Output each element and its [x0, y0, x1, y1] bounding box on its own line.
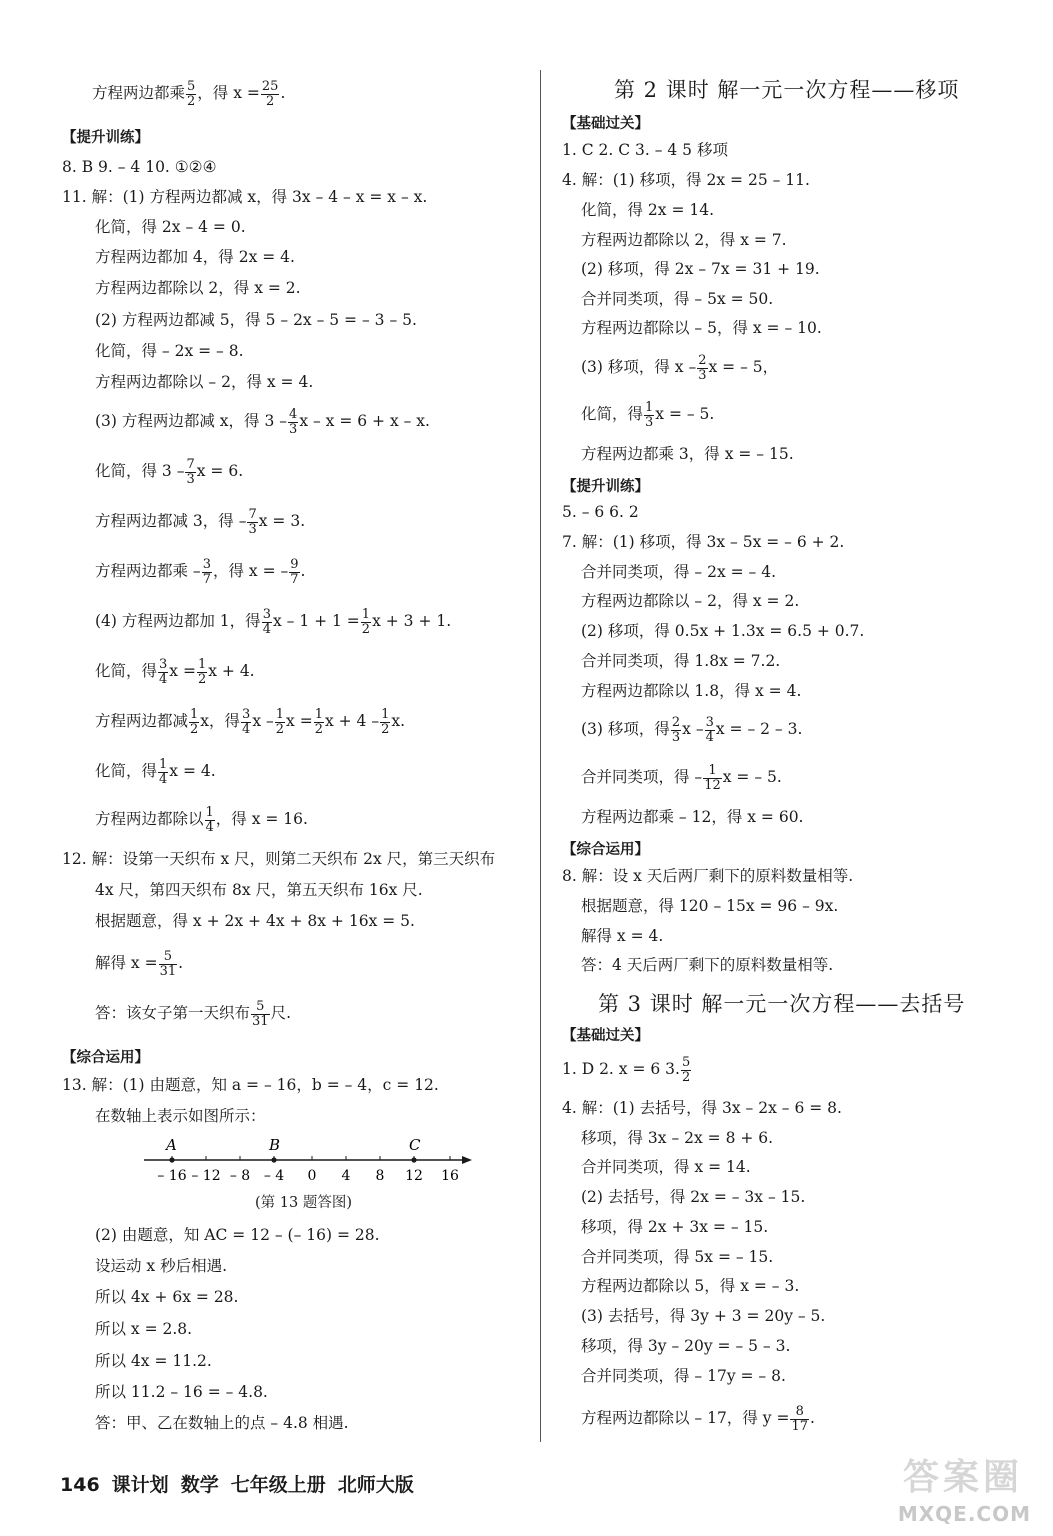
tick-label: 16 — [441, 1168, 459, 1184]
fraction: $\frac{1}{4}$ — [159, 757, 168, 787]
answer-line: (3) 方程两边都减 x，得 3 – $\frac{4}{3}$ x – x = 6 + x – x. — [95, 407, 430, 437]
fraction: $\frac{1}{2}$ — [275, 707, 285, 737]
fraction: $\frac{1}{12}$ — [704, 763, 721, 793]
answer-line: 方程两边都除以 – 17，得 y = $\frac{8}{17}$ . — [581, 1404, 815, 1434]
answer-line: 7. 解：(1) 移项，得 3x – 5x = – 6 + 2. — [562, 533, 845, 551]
fraction: $\frac{3}{4}$ — [262, 607, 271, 637]
answer-line: 根据题意，得 120 – 15x = 96 – 9x. — [581, 897, 839, 915]
answer-line: 移项，得 2x + 3x = – 15. — [581, 1218, 769, 1236]
fraction: $\frac{5}{2}$ — [187, 79, 196, 109]
fraction: $\frac{2}{3}$ — [698, 353, 707, 383]
subject: 数学 — [180, 1474, 219, 1496]
answer-line: (4) 方程两边都加 1，得 $\frac{3}{4}$ x – 1 + 1 = $\frac{1}{2}$ x + 3 + 1. — [95, 607, 452, 637]
fraction: $\frac{7}{3}$ — [248, 507, 257, 537]
answer-line: 移项，得 3y – 20y = – 5 – 3. — [581, 1337, 791, 1355]
watermark-logo: 答案圈 — [902, 1457, 1023, 1498]
answer-line: (3) 去括号，得 3y + 3 = 20y – 5. — [581, 1307, 826, 1325]
answer-line: 所以 4x = 11.2. — [95, 1352, 212, 1370]
answer-line: 化简，得 $\frac{1}{3}$ x = – 5. — [581, 400, 715, 430]
answer-line: 4x 尺，第四天织布 8x 尺，第五天织布 16x 尺. — [95, 881, 423, 899]
lesson-title: 第 2 课时 解一元一次方程——移项 — [614, 78, 960, 102]
fraction: $\frac{3}{7}$ — [202, 557, 211, 587]
answer-line: 方程两边都除以 2，得 x = 2. — [95, 279, 301, 297]
fraction: $\frac{8}{17}$ — [791, 1404, 808, 1434]
fraction: $\frac{1}{3}$ — [645, 400, 654, 430]
point-a-label: A — [166, 1136, 177, 1154]
page-footer — [60, 1470, 426, 1497]
answer-line: 设运动 x 秒后相遇. — [95, 1257, 228, 1275]
tick-label: 0 — [307, 1168, 317, 1184]
fraction: $\frac{7}{3}$ — [186, 457, 195, 487]
answer-line: 合并同类项，得 x = 14. — [581, 1158, 751, 1176]
fraction: $\frac{5}{31}$ — [159, 949, 177, 979]
answer-line: 方程两边都加 4，得 2x = 4. — [95, 248, 295, 266]
tick-label: 4 — [341, 1168, 351, 1184]
answer-line: 所以 11.2 – 16 = – 4.8. — [95, 1383, 268, 1401]
point-a — [169, 1157, 174, 1162]
answer-line: 方程两边都乘 $\frac{5}{2}$ ，得 x = $\frac{25}{2}$ . — [92, 79, 286, 109]
point-b-label: B — [269, 1136, 281, 1154]
section-heading: 【基础过关】 — [562, 1028, 649, 1044]
answer-line: 化简，得 2x = 14. — [581, 201, 715, 219]
point-c — [411, 1157, 416, 1162]
answer-line: 方程两边都除以 1.8，得 x = 4. — [581, 682, 802, 700]
answer-line: 化简，得 – 2x = – 8. — [95, 342, 244, 360]
answer-line: 合并同类项，得 – $\frac{1}{12}$ x = – 5. — [581, 763, 782, 793]
answer-line: 化简，得 3 – $\frac{7}{3}$ x = 6. — [95, 457, 244, 487]
answer-line: 移项，得 3x – 2x = 8 + 6. — [581, 1129, 774, 1147]
answer-line: 11. 解：(1) 方程两边都减 x，得 3x – 4 – x = x – x. — [62, 188, 428, 206]
section-heading: 【综合运用】 — [562, 842, 649, 858]
answer-line: 方程两边都除以 2，得 x = 7. — [581, 231, 787, 249]
answer-line: 合并同类项，得 – 2x = – 4. — [581, 563, 777, 581]
answer-line: (2) 移项，得 0.5x + 1.3x = 6.5 + 0.7. — [581, 622, 865, 640]
answer-line: 解得 x = 4. — [581, 927, 664, 945]
answer-line: 化简，得 $\frac{3}{4}$ x = $\frac{1}{2}$ x + 4. — [95, 657, 255, 687]
section-heading: 【提升训练】 — [562, 479, 649, 495]
tick-label: – 16 — [157, 1168, 187, 1184]
section-heading: 【综合运用】 — [62, 1050, 149, 1066]
answer-line: 13. 解：(1) 由题意，知 a = – 16，b = – 4，c = 12. — [62, 1076, 439, 1094]
fraction: $\frac{25}{2}$ — [261, 79, 279, 109]
tick-labels — [157, 1168, 459, 1184]
answer-line: 合并同类项，得 5x = – 15. — [581, 1248, 774, 1266]
answer-line: 4. 解：(1) 移项，得 2x = 25 – 11. — [562, 171, 810, 189]
answer-line: 解得 x = $\frac{5}{31}$ . — [95, 949, 184, 979]
fraction: $\frac{1}{2}$ — [361, 607, 371, 637]
answer-line: 方程两边都除以 – 2，得 x = 4. — [95, 373, 314, 391]
answer-line: (3) 移项，得 x – $\frac{2}{3}$ x = – 5， — [581, 353, 779, 383]
answer-line: 1. D 2. x = 6 3. $\frac{5}{2}$ — [562, 1055, 691, 1085]
point-c-label: C — [409, 1136, 421, 1154]
tick-label: – 12 — [191, 1168, 221, 1184]
fraction: $\frac{3}{4}$ — [705, 715, 714, 745]
fraction: $\frac{5}{2}$ — [681, 1055, 691, 1085]
watermark-url: MXQE.COM — [897, 1502, 1031, 1526]
answer-line: 方程两边都除以 – 2，得 x = 2. — [581, 592, 800, 610]
figure-caption: (第 13 题答图) — [255, 1195, 352, 1211]
answer-line: (2) 由题意，知 AC = 12 – (– 16) = 28. — [95, 1226, 380, 1244]
section-heading: 【提升训练】 — [62, 130, 149, 146]
number-line-figure — [140, 1136, 480, 1186]
fraction: $\frac{1}{2}$ — [381, 707, 390, 737]
section-heading: 【基础过关】 — [562, 116, 649, 132]
answer-line: 1. C 2. C 3. – 4 5 移项 — [562, 141, 728, 159]
answer-line: 答：4 天后两厂剩下的原料数量相等. — [581, 956, 834, 974]
answer-line: (2) 去括号，得 2x = – 3x – 15. — [581, 1188, 806, 1206]
answer-line: 方程两边都除以 – 5，得 x = – 10. — [581, 319, 822, 337]
answer-line: 化简，得 $\frac{1}{4}$ x = 4. — [95, 757, 216, 787]
answer-line: 所以 4x + 6x = 28. — [95, 1288, 239, 1306]
fraction: $\frac{1}{2}$ — [190, 707, 199, 737]
answer-line: 方程两边都乘 – 12，得 x = 60. — [581, 808, 804, 826]
answer-line: 化简，得 2x – 4 = 0. — [95, 218, 246, 236]
tick-label: – 8 — [229, 1168, 251, 1184]
answer-line: (3) 移项，得 $\frac{2}{3}$ x – $\frac{3}{4}$ x = – 2 – 3. — [581, 715, 803, 745]
lesson-title: 第 3 课时 解一元一次方程——去括号 — [598, 992, 966, 1016]
column-divider — [540, 70, 541, 1442]
answer-line: 合并同类项，得 – 17y = – 8. — [581, 1367, 786, 1385]
answer-line: 合并同类项，得 1.8x = 7.2. — [581, 652, 781, 670]
answer-line: (2) 移项，得 2x – 7x = 31 + 19. — [581, 260, 820, 278]
fraction: $\frac{5}{31}$ — [252, 999, 269, 1029]
answer-line: 合并同类项，得 – 5x = 50. — [581, 290, 774, 308]
fraction: $\frac{1}{2}$ — [197, 657, 207, 687]
answer-line: 所以 x = 2.8. — [95, 1320, 193, 1338]
fraction: $\frac{1}{2}$ — [314, 707, 323, 737]
fraction: $\frac{3}{4}$ — [242, 707, 251, 737]
edition: 北师大版 — [337, 1474, 414, 1496]
answer-line: (2) 方程两边都减 5，得 5 – 2x – 5 = – 3 – 5. — [95, 311, 417, 329]
answer-line: 方程两边都除以 5，得 x = – 3. — [581, 1277, 800, 1295]
tick-label: – 4 — [263, 1168, 285, 1184]
fraction: $\frac{4}{3}$ — [289, 407, 298, 437]
answer-line: 8. 解：设 x 天后两厂剩下的原料数量相等. — [562, 867, 854, 885]
answer-line: 12. 解：设第一天织布 x 尺，则第二天织布 2x 尺，第三天织布 — [62, 850, 496, 868]
point-b — [271, 1157, 276, 1162]
answer-line: 方程两边都乘 – $\frac{3}{7}$ ，得 x = – $\frac{9}{7}$ . — [95, 557, 306, 587]
answer-line: 方程两边都乘 3，得 x = – 15. — [581, 445, 794, 463]
answer-line: 答：甲、乙在数轴上的点 – 4.8 相遇. — [95, 1414, 349, 1432]
fraction: $\frac{1}{4}$ — [205, 805, 214, 835]
answer-line: 4. 解：(1) 去括号，得 3x – 2x – 6 = 8. — [562, 1099, 842, 1117]
answer-line: 方程两边都减 $\frac{1}{2}$ x，得 $\frac{3}{4}$ x – $\frac{1}{2}$ x = $\frac{1}{2}$ x + 4 – $\frac{1}{2}$ x. — [95, 707, 406, 737]
answer-line: 根据题意，得 x + 2x + 4x + 8x + 16x = 5. — [95, 912, 415, 930]
grade: 七年级上册 — [230, 1474, 326, 1496]
answer-line: 方程两边都除以 $\frac{1}{4}$ ，得 x = 16. — [95, 805, 308, 835]
answer-line: 方程两边都减 3，得 – $\frac{7}{3}$ x = 3. — [95, 507, 306, 537]
tick-label: 12 — [405, 1168, 423, 1184]
axis-arrow — [462, 1156, 472, 1164]
fraction: $\frac{2}{3}$ — [671, 715, 681, 745]
tick-label: 8 — [375, 1168, 385, 1184]
answer-line: 答：该女子第一天织布 $\frac{5}{31}$ 尺. — [95, 999, 291, 1029]
page-number: 146 — [60, 1474, 100, 1496]
answer-line: 8. B 9. – 4 10. ①②④ — [62, 158, 217, 176]
book-name: 课计划 — [111, 1474, 169, 1496]
answer-line: 在数轴上表示如图所示： — [95, 1107, 266, 1125]
answer-line: 5. – 6 6. 2 — [562, 503, 639, 521]
fraction: $\frac{3}{4}$ — [159, 657, 168, 687]
fraction: $\frac{9}{7}$ — [290, 557, 299, 587]
